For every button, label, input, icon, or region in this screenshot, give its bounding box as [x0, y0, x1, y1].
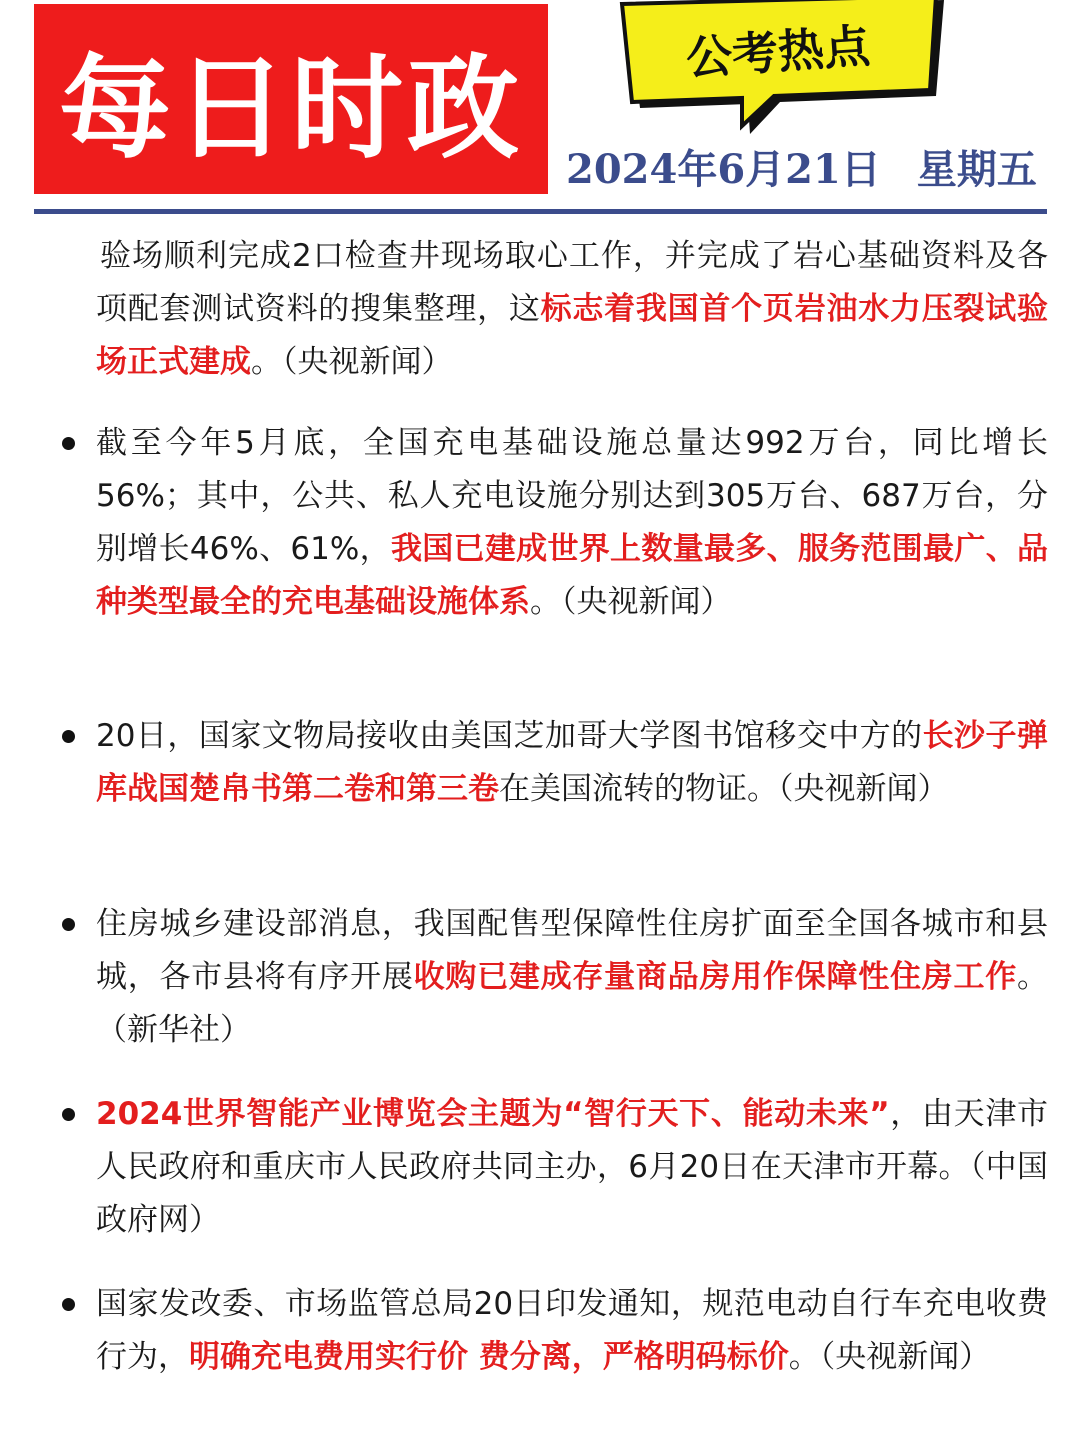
weekday-text: 星期五	[916, 146, 1037, 193]
bullet-icon	[62, 1108, 75, 1121]
header-divider	[34, 209, 1047, 214]
list-item	[96, 898, 1048, 1057]
bullet-icon	[62, 437, 75, 450]
list-item	[96, 710, 1048, 816]
item-source: 。（央视新闻）	[788, 1339, 991, 1375]
item-text: 住房城乡建设部消息，我国配售型保障性住房扩面至全国各城市和县城，各市县将有序开展	[96, 906, 1048, 995]
item-text: 国家发改委、市场监管总局20日印发通知，规范电动自行车充电收费行为，	[96, 1286, 1048, 1375]
list-item	[96, 1278, 1048, 1384]
bullet-icon	[62, 918, 75, 931]
item-text: 验场顺利完成2口检查井现场取心工作，并完成了岩心基础资料及各项配套测试资料的搜集整理，这	[96, 238, 1048, 327]
list-item	[96, 417, 1048, 629]
item-highlight: 我国已建成世界上数量最多、服务范围最广、品种类型最全的充电基础设施体系	[96, 531, 1049, 620]
item-highlight: 明确充电费用实行价 费分离，严格明码标价	[189, 1339, 789, 1375]
item-source: 。（新华社）	[96, 959, 1049, 1048]
header	[0, 0, 1080, 215]
news-list	[0, 225, 1080, 1440]
item-text: 截至今年5月底，全国充电基础设施总量达992万台，同比增长56%；其中，公共、私人充电设施分别达到305万台、687万台，分别增长46%、61%，	[96, 425, 1048, 567]
item-highlight: 长沙子弹库战国楚帛书第二卷和第三卷	[96, 718, 1048, 807]
item-source: 。（央视新闻）	[530, 584, 732, 620]
page-title: 每日时政	[59, 43, 523, 174]
bullet-icon	[62, 1298, 75, 1311]
list-item	[96, 1088, 1048, 1247]
date-text: 2024年6月21日	[566, 146, 881, 193]
item-highlight: 2024世界智能产业博览会主题为“智行天下、能动未来”	[96, 1096, 890, 1132]
item-text: 20日，国家文物局接收由美国芝加哥大学图书馆移交中方的	[96, 718, 923, 754]
item-source: 。（央视新闻）	[251, 344, 453, 380]
bullet-icon	[62, 730, 75, 743]
item-source: ，由天津市人民政府和重庆市人民政府共同主办，6月20日在天津市开幕。（中国政府网）	[96, 1096, 1048, 1238]
item-source: 在美国流转的物证。（央视新闻）	[499, 771, 949, 807]
list-item	[96, 230, 1048, 389]
item-highlight: 收购已建成存量商品房用作保障性住房工作	[413, 959, 1018, 995]
item-highlight: 标志着我国首个页岩油水力压裂试验场正式建成	[96, 291, 1049, 380]
title-banner	[34, 4, 548, 194]
hot-topic-label: 公考热点	[684, 18, 872, 86]
date-line	[566, 140, 1066, 200]
